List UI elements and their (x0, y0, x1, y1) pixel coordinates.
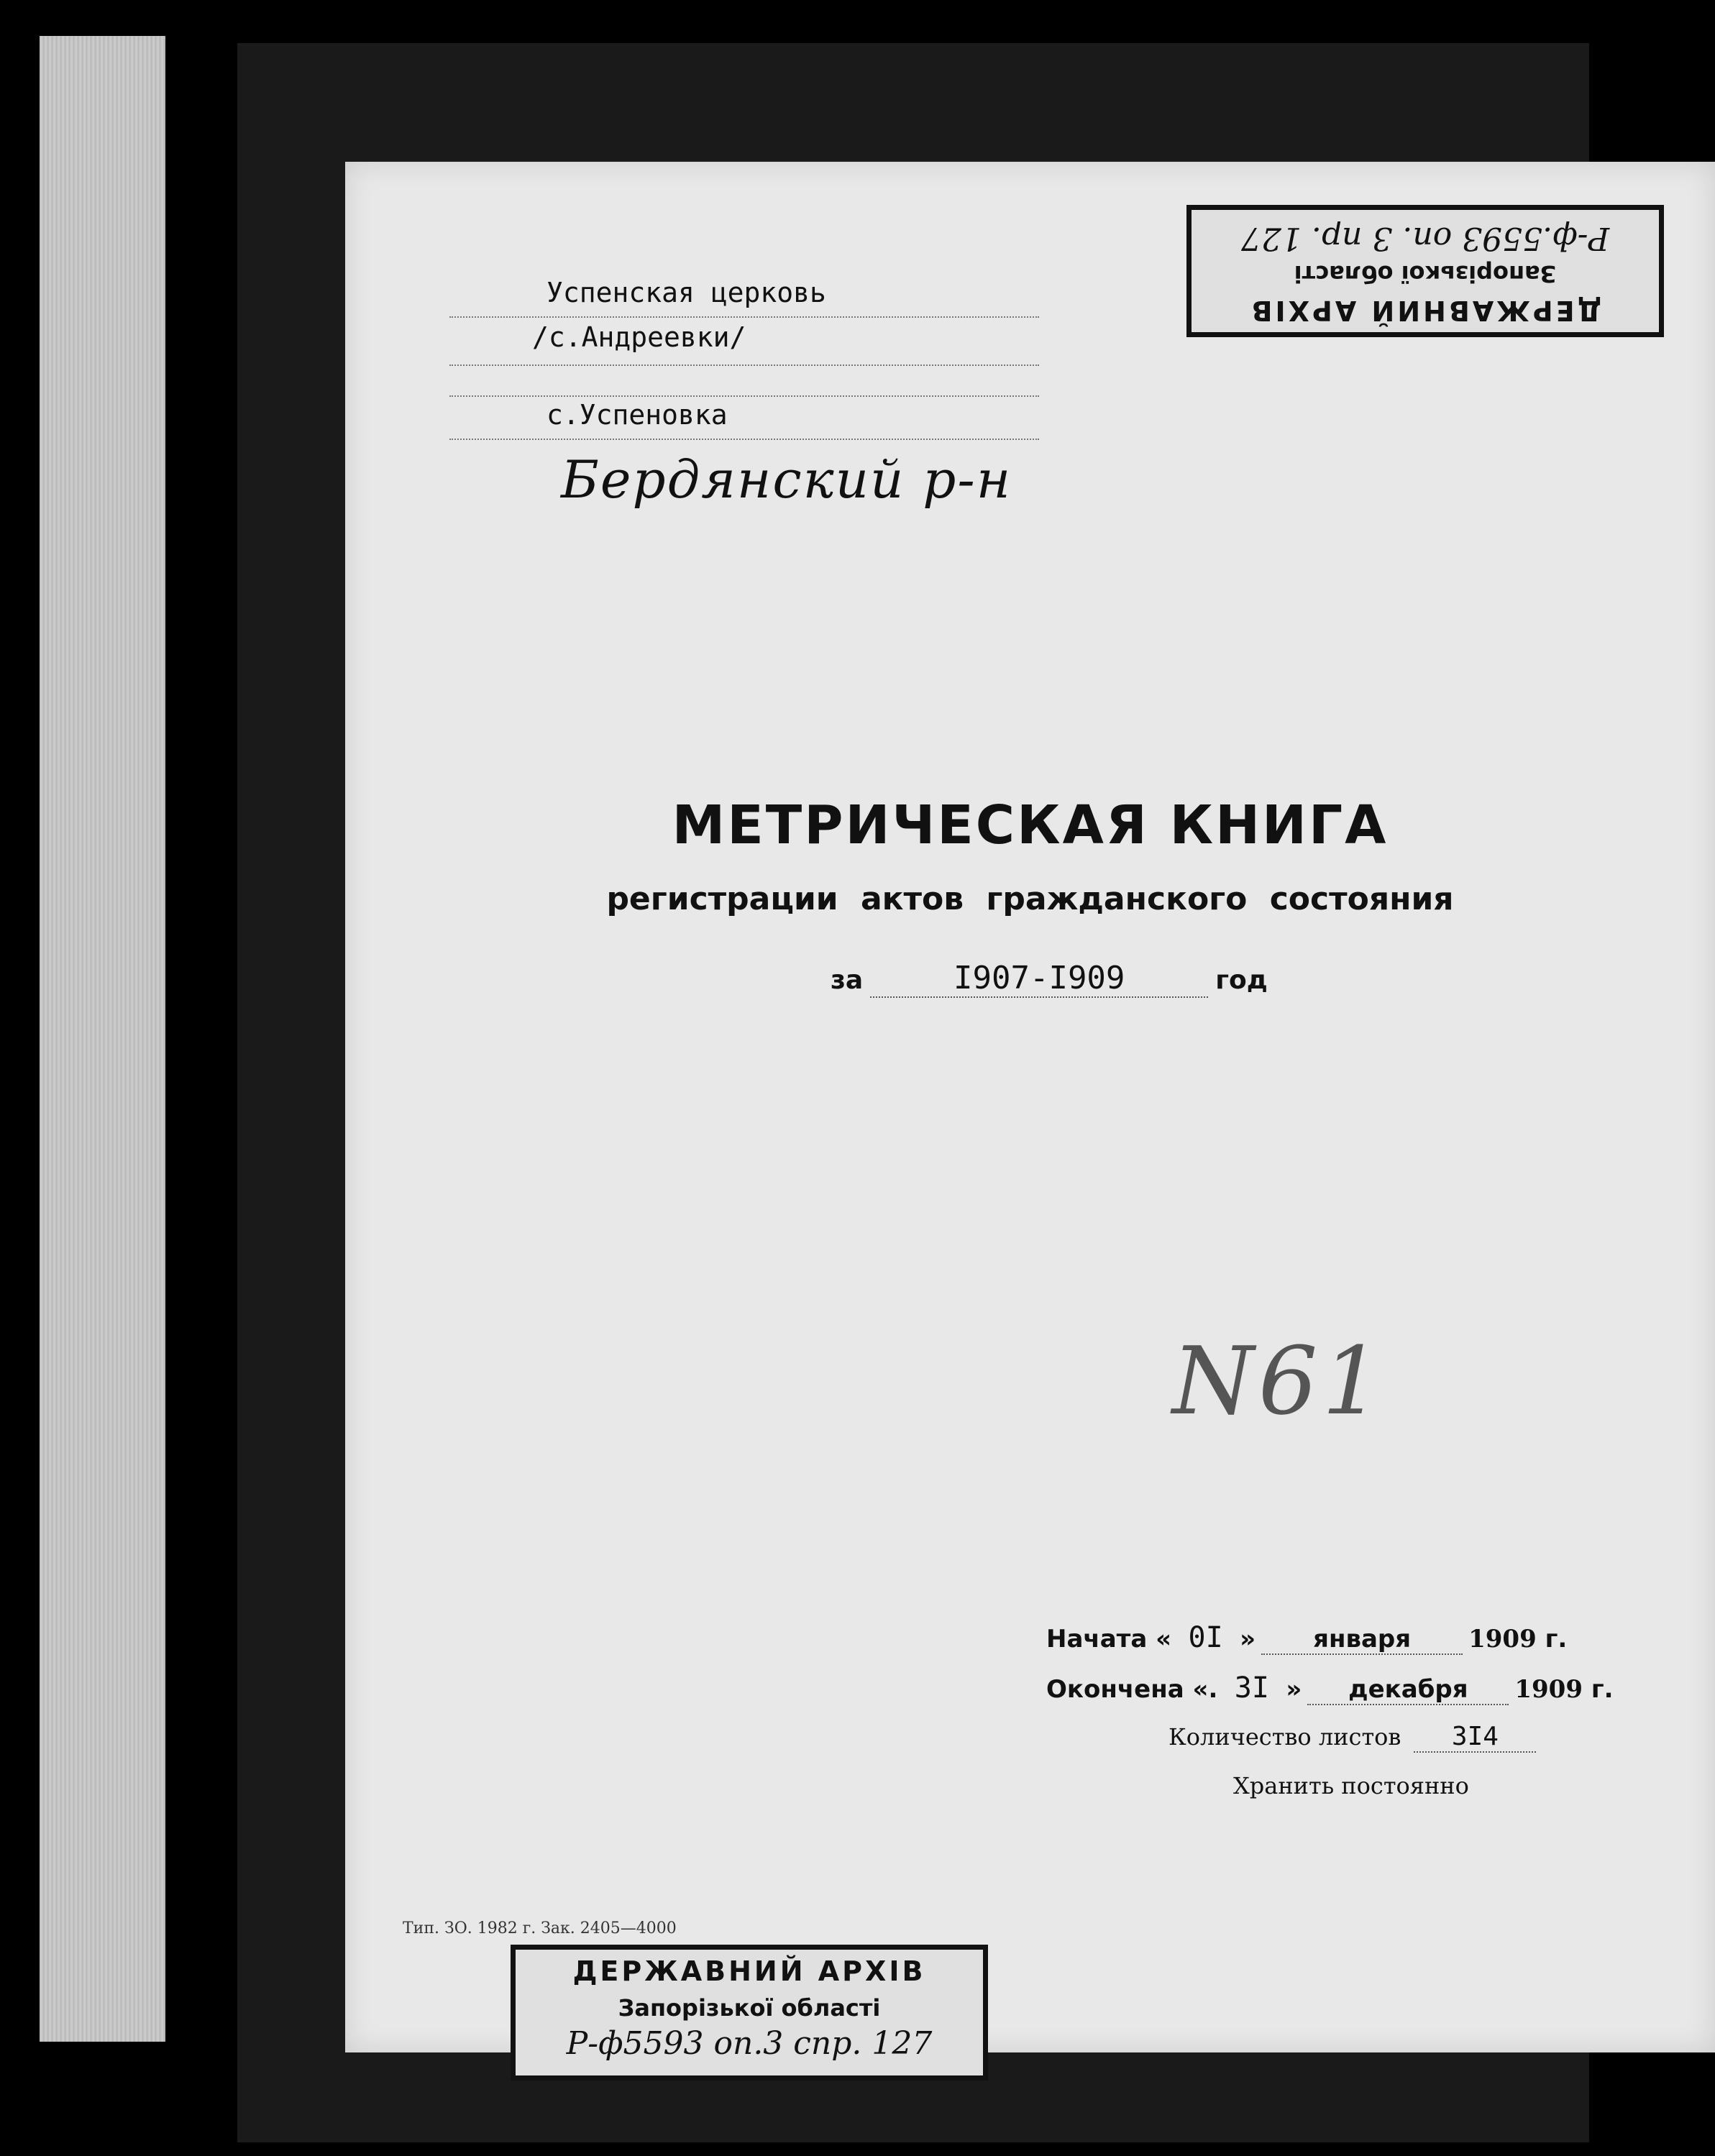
start-label: Начата « (1046, 1625, 1172, 1653)
underline (449, 395, 1039, 397)
keep-permanently-note: Хранить постоянно (1233, 1772, 1469, 1799)
stamp-region: Запорізької області (618, 1994, 881, 2022)
start-month: января (1261, 1625, 1463, 1655)
start-date-row (1046, 1621, 1567, 1655)
current-village-name: с.Успеновка (546, 399, 728, 431)
underline (449, 364, 1039, 366)
underline (449, 316, 1039, 318)
book-spine (40, 36, 165, 2042)
stamp-fund-ref: Р-ф.5593 оп. 3 пр. 127 (1240, 220, 1610, 257)
church-name: Успенская церковь (546, 277, 826, 308)
end-year: 1909 (1514, 1675, 1583, 1704)
start-year-suffix: г. (1545, 1625, 1568, 1653)
typography-imprint: Тип. ЗО. 1982 г. Зак. 2405—4000 (403, 1919, 677, 1937)
end-year-suffix: г. (1591, 1675, 1614, 1704)
stamp-region: Запорізької області (1294, 260, 1557, 288)
years-value: I907-I909 (870, 960, 1208, 998)
underline (449, 439, 1039, 440)
start-day: 0I (1188, 1621, 1223, 1654)
years-row (831, 960, 1268, 998)
za-label: за (831, 965, 864, 995)
sheets-count-row (1169, 1722, 1536, 1753)
stamp-archive-name: ДЕРЖАВНИЙ АРХІВ (572, 1955, 926, 1987)
god-label: год (1215, 965, 1268, 995)
stamp-archive-name: ДЕРЖАВНИЙ АРХІВ (1248, 295, 1602, 326)
archive-stamp-top (1186, 205, 1664, 337)
end-quote: » (1286, 1675, 1302, 1704)
sheets-label: Количество листов (1169, 1723, 1401, 1751)
stamp-fund-ref: Р-ф5593 оп.3 спр. 127 (566, 2025, 933, 2062)
cover-page (345, 162, 1715, 2062)
end-date-row (1046, 1671, 1614, 1705)
start-quote: » (1240, 1625, 1256, 1653)
page-subtitle: регистрации актов гражданского состояния (606, 881, 1454, 917)
start-year: 1909 (1468, 1625, 1537, 1653)
handwritten-number: N61 (1172, 1326, 1386, 1436)
book-cover-board (237, 43, 1614, 2142)
sheets-value: 3I4 (1414, 1722, 1536, 1753)
page-title: МЕТРИЧЕСКАЯ КНИГА (672, 794, 1389, 856)
end-day: 3I (1234, 1671, 1269, 1705)
district-handwritten: Бердянский р-н (561, 449, 1012, 510)
village-name: /с.Андреевки/ (532, 321, 746, 353)
end-label: Окончена «. (1046, 1675, 1218, 1704)
end-month: декабря (1307, 1675, 1509, 1705)
archive-stamp-bottom (511, 1945, 988, 2081)
